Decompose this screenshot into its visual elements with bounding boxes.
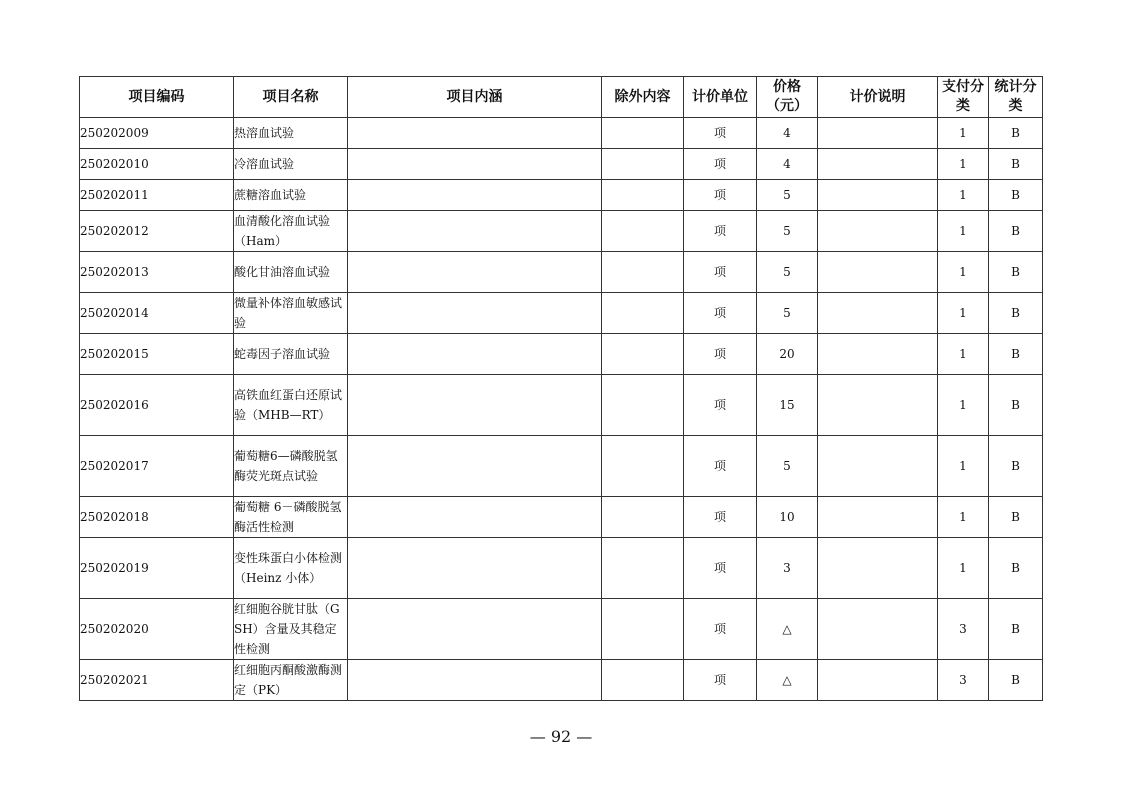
- table-row: [80, 180, 1043, 211]
- cell-price: 5: [757, 252, 818, 293]
- cell-pricing-note: [818, 660, 938, 701]
- cell-unit: 项: [684, 118, 757, 149]
- cell-name: 变性珠蛋白小体检测（Heinz 小体）: [234, 538, 348, 599]
- cell-content: [348, 118, 602, 149]
- table-row: [80, 334, 1043, 375]
- cell-pricing-note: [818, 118, 938, 149]
- cell-exclusions: [602, 436, 684, 497]
- cell-code: 250202011: [80, 180, 234, 211]
- cell-stat-category: B: [989, 252, 1043, 293]
- cell-exclusions: [602, 293, 684, 334]
- cell-pricing-note: [818, 497, 938, 538]
- cell-stat-category: B: [989, 180, 1043, 211]
- col-header-exclusions: 除外内容: [602, 77, 684, 118]
- cell-stat-category: B: [989, 660, 1043, 701]
- cell-price: 5: [757, 436, 818, 497]
- cell-code: 250202021: [80, 660, 234, 701]
- col-header-price: 价格（元）: [757, 77, 818, 118]
- cell-price: 10: [757, 497, 818, 538]
- col-header-content: 项目内涵: [348, 77, 602, 118]
- cell-price: 15: [757, 375, 818, 436]
- cell-price: 3: [757, 538, 818, 599]
- cell-unit: 项: [684, 375, 757, 436]
- cell-unit: 项: [684, 293, 757, 334]
- cell-name: 葡萄糖 6－磷酸脱氢酶活性检测: [234, 497, 348, 538]
- cell-payment-category: 1: [938, 118, 989, 149]
- cell-payment-category: 3: [938, 660, 989, 701]
- cell-code: 250202017: [80, 436, 234, 497]
- cell-price: △: [757, 599, 818, 660]
- cell-pricing-note: [818, 252, 938, 293]
- table-row: [80, 211, 1043, 252]
- cell-code: 250202013: [80, 252, 234, 293]
- cell-pricing-note: [818, 599, 938, 660]
- col-header-code: 项目编码: [80, 77, 234, 118]
- cell-exclusions: [602, 149, 684, 180]
- cell-pricing-note: [818, 180, 938, 211]
- cell-content: [348, 375, 602, 436]
- cell-price: 20: [757, 334, 818, 375]
- cell-stat-category: B: [989, 497, 1043, 538]
- cell-exclusions: [602, 497, 684, 538]
- cell-content: [348, 436, 602, 497]
- table-row: [80, 497, 1043, 538]
- cell-payment-category: 1: [938, 149, 989, 180]
- table-row: [80, 375, 1043, 436]
- table-header-row: [80, 77, 1043, 118]
- cell-code: 250202009: [80, 118, 234, 149]
- fee-schedule-table: [79, 76, 1043, 701]
- cell-unit: 项: [684, 334, 757, 375]
- cell-pricing-note: [818, 149, 938, 180]
- cell-exclusions: [602, 334, 684, 375]
- cell-name: 高铁血红蛋白还原试验（MHB—RT）: [234, 375, 348, 436]
- cell-payment-category: 1: [938, 538, 989, 599]
- cell-content: [348, 211, 602, 252]
- cell-stat-category: B: [989, 599, 1043, 660]
- cell-exclusions: [602, 252, 684, 293]
- cell-content: [348, 252, 602, 293]
- cell-unit: 项: [684, 538, 757, 599]
- cell-payment-category: 1: [938, 375, 989, 436]
- cell-unit: 项: [684, 660, 757, 701]
- cell-content: [348, 497, 602, 538]
- cell-unit: 项: [684, 211, 757, 252]
- cell-name: 蛇毒因子溶血试验: [234, 334, 348, 375]
- cell-exclusions: [602, 118, 684, 149]
- cell-pricing-note: [818, 334, 938, 375]
- cell-name: 蔗糖溶血试验: [234, 180, 348, 211]
- cell-unit: 项: [684, 149, 757, 180]
- cell-unit: 项: [684, 436, 757, 497]
- cell-name: 红细胞谷胱甘肽（GSH）含量及其稳定性检测: [234, 599, 348, 660]
- cell-exclusions: [602, 660, 684, 701]
- cell-exclusions: [602, 180, 684, 211]
- table-row: [80, 149, 1043, 180]
- cell-unit: 项: [684, 497, 757, 538]
- cell-payment-category: 1: [938, 293, 989, 334]
- cell-unit: 项: [684, 599, 757, 660]
- cell-stat-category: B: [989, 211, 1043, 252]
- cell-payment-category: 1: [938, 211, 989, 252]
- cell-content: [348, 599, 602, 660]
- cell-name: 血清酸化溶血试验（Ham）: [234, 211, 348, 252]
- cell-price: 5: [757, 211, 818, 252]
- cell-payment-category: 1: [938, 252, 989, 293]
- cell-unit: 项: [684, 180, 757, 211]
- cell-stat-category: B: [989, 149, 1043, 180]
- col-header-payment-category: 支付分类: [938, 77, 989, 118]
- col-header-stat-category: 统计分类: [989, 77, 1043, 118]
- cell-unit: 项: [684, 252, 757, 293]
- cell-pricing-note: [818, 293, 938, 334]
- cell-payment-category: 1: [938, 436, 989, 497]
- cell-name: 酸化甘油溶血试验: [234, 252, 348, 293]
- cell-code: 250202015: [80, 334, 234, 375]
- col-header-unit: 计价单位: [684, 77, 757, 118]
- cell-stat-category: B: [989, 334, 1043, 375]
- cell-stat-category: B: [989, 118, 1043, 149]
- cell-content: [348, 180, 602, 211]
- cell-name: 微量补体溶血敏感试验: [234, 293, 348, 334]
- cell-code: 250202012: [80, 211, 234, 252]
- cell-content: [348, 293, 602, 334]
- cell-stat-category: B: [989, 538, 1043, 599]
- cell-price: 4: [757, 118, 818, 149]
- cell-code: 250202018: [80, 497, 234, 538]
- cell-content: [348, 334, 602, 375]
- cell-stat-category: B: [989, 436, 1043, 497]
- cell-stat-category: B: [989, 375, 1043, 436]
- cell-pricing-note: [818, 538, 938, 599]
- cell-code: 250202020: [80, 599, 234, 660]
- table-row: [80, 660, 1043, 701]
- cell-code: 250202010: [80, 149, 234, 180]
- col-header-pricing-note: 计价说明: [818, 77, 938, 118]
- cell-pricing-note: [818, 211, 938, 252]
- cell-price: 5: [757, 180, 818, 211]
- cell-price: 5: [757, 293, 818, 334]
- cell-content: [348, 149, 602, 180]
- cell-exclusions: [602, 599, 684, 660]
- table-row: [80, 538, 1043, 599]
- cell-name: 葡萄糖6—磷酸脱氢酶荧光斑点试验: [234, 436, 348, 497]
- cell-payment-category: 1: [938, 334, 989, 375]
- table-row: [80, 436, 1043, 497]
- cell-content: [348, 660, 602, 701]
- cell-payment-category: 1: [938, 180, 989, 211]
- cell-content: [348, 538, 602, 599]
- cell-exclusions: [602, 538, 684, 599]
- cell-exclusions: [602, 211, 684, 252]
- cell-exclusions: [602, 375, 684, 436]
- cell-pricing-note: [818, 436, 938, 497]
- table-row: [80, 252, 1043, 293]
- cell-payment-category: 3: [938, 599, 989, 660]
- cell-price: △: [757, 660, 818, 701]
- table-row: [80, 293, 1043, 334]
- cell-name: 热溶血试验: [234, 118, 348, 149]
- cell-stat-category: B: [989, 293, 1043, 334]
- cell-pricing-note: [818, 375, 938, 436]
- table-row: [80, 118, 1043, 149]
- col-header-name: 项目名称: [234, 77, 348, 118]
- page-number: — 92 —: [529, 727, 593, 746]
- cell-code: 250202019: [80, 538, 234, 599]
- cell-price: 4: [757, 149, 818, 180]
- table-row: [80, 599, 1043, 660]
- cell-code: 250202016: [80, 375, 234, 436]
- cell-name: 红细胞丙酮酸激酶测定（PK）: [234, 660, 348, 701]
- cell-name: 冷溶血试验: [234, 149, 348, 180]
- cell-payment-category: 1: [938, 497, 989, 538]
- cell-code: 250202014: [80, 293, 234, 334]
